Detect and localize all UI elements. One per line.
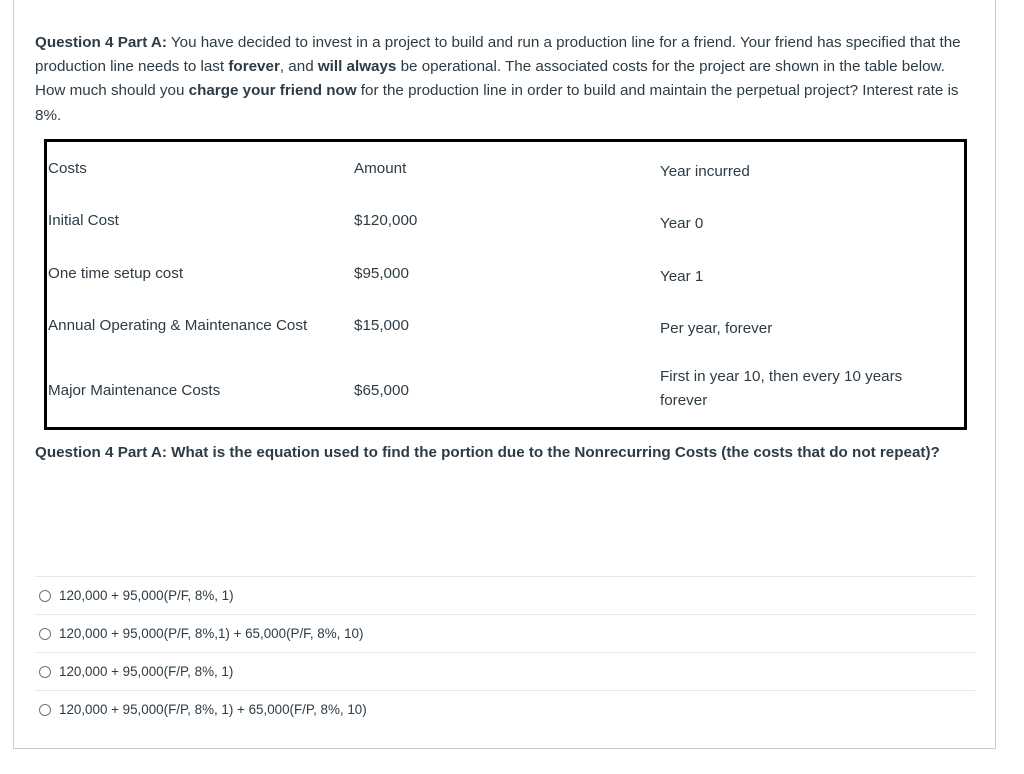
question-label: Question 4 Part A:	[35, 34, 167, 51]
cost-year: Year 1	[660, 268, 704, 285]
question-emphasis-charge: charge your friend now	[188, 82, 357, 100]
cost-name: Annual Operating & Maintenance Cost	[48, 317, 308, 334]
question-emphasis-forever: forever	[228, 58, 280, 76]
cost-year: First in year 10, then every 10 years forever	[660, 368, 903, 409]
cost-year: Year 0	[660, 215, 704, 232]
question-text	[35, 31, 970, 128]
header-year-incurred: Year incurred	[660, 163, 750, 180]
cost-amount: $15,000	[354, 317, 409, 334]
radio-button[interactable]	[39, 666, 51, 678]
question-text-part: for the production line in order to build and maintain the perpetual project? Interest rate is 8%.	[35, 82, 959, 124]
answer-label: 120,000 + 95,000(F/P, 8%, 1) + 65,000(F/P, 8%, 10)	[59, 702, 367, 717]
cost-amount: $65,000	[354, 382, 409, 399]
cost-table	[44, 139, 967, 430]
answer-label: 120,000 + 95,000(P/F, 8%,1) + 65,000(P/F, 8%, 10)	[59, 626, 364, 641]
radio-button[interactable]	[39, 704, 51, 716]
answer-option-3[interactable]	[35, 652, 975, 690]
cost-amount: $95,000	[354, 265, 409, 282]
answer-list	[35, 576, 975, 728]
header-costs: Costs	[48, 160, 87, 177]
radio-button[interactable]	[39, 628, 51, 640]
question-emphasis-always: will always	[317, 58, 397, 76]
header-amount: Amount	[354, 160, 407, 177]
radio-button[interactable]	[39, 590, 51, 602]
question-text-part: You have decided to invest in a project to build and run a production line for a friend. Your friend has specified that the production line needs to last	[35, 34, 961, 76]
question-text-part: , and	[279, 58, 318, 76]
answer-label: 120,000 + 95,000(P/F, 8%, 1)	[59, 588, 234, 603]
answer-option-4[interactable]	[35, 690, 975, 728]
cost-name: One time setup cost	[48, 265, 184, 282]
question-text-part: be operational. The associated costs for the project are shown in the table below. How much should you	[35, 58, 945, 100]
part-question: Question 4 Part A: What is the equation used to find the portion due to the Nonrecurring Costs (the costs that do not repeat)?	[35, 444, 940, 461]
answer-label: 120,000 + 95,000(F/P, 8%, 1)	[59, 664, 234, 679]
cost-amount: $120,000	[354, 212, 418, 229]
cost-name: Initial Cost	[48, 212, 119, 229]
cost-name: Major Maintenance Costs	[48, 382, 221, 399]
answer-option-1[interactable]	[35, 576, 975, 614]
cost-year: Per year, forever	[660, 320, 773, 337]
answer-option-2[interactable]	[35, 614, 975, 652]
